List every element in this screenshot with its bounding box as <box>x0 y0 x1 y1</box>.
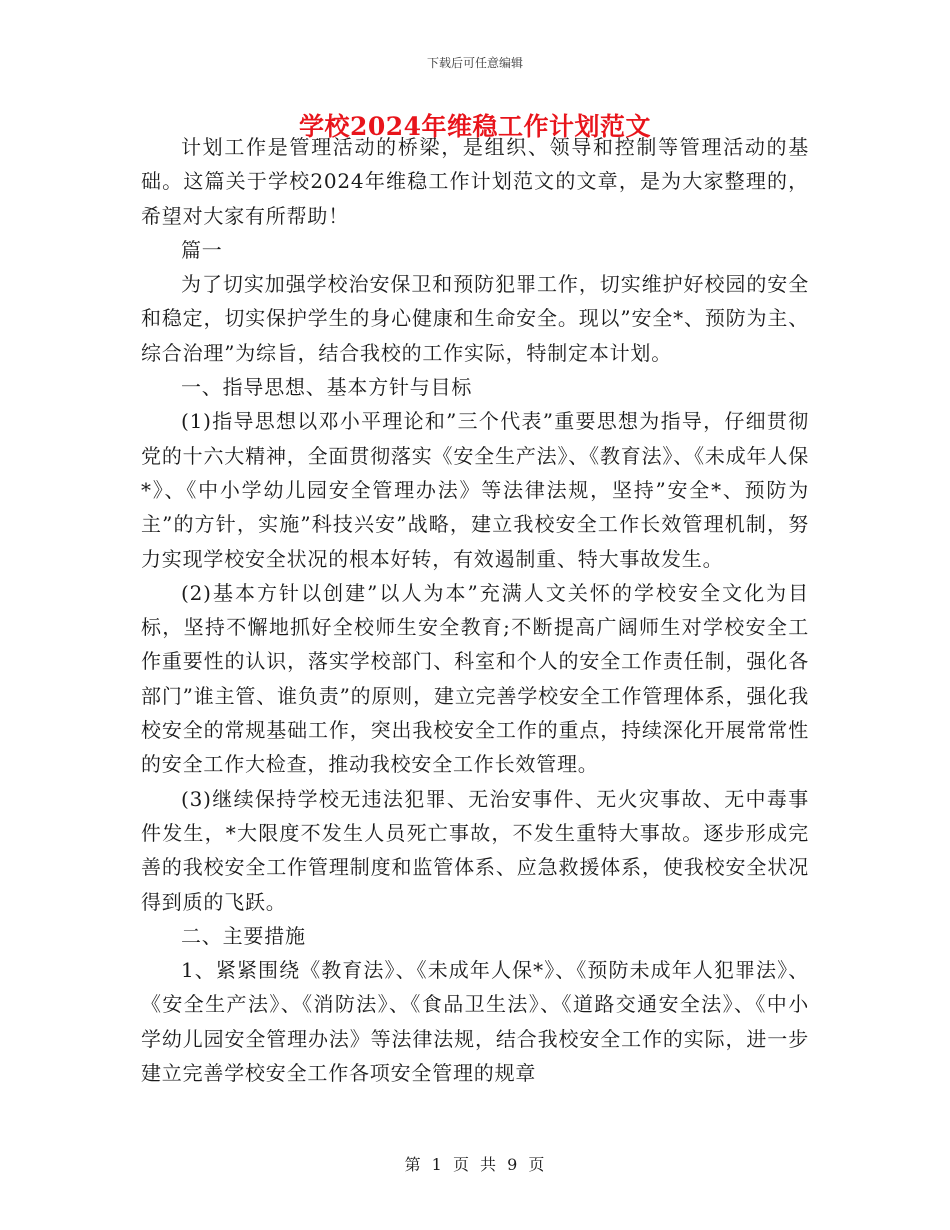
document-body <box>141 130 809 1090</box>
heading-guiding-principles: 一、指导思想、基本方针与目标 <box>181 375 473 400</box>
paragraph-basic-policy: (2)基本方针以创建”以人为本”充满人文关怀的学校安全文化为目标，坚持不懈地抓好全校师生安全教育;不断提高广阔师生对学校安全工作重要性的认识，落实学校部门、科室和个人的安全工作责任制，强化各部门”谁主管、谁负责”的原则，建立完善学校安全工作管理体系，强化我校安全的常规基础工作，突出我校安全工作的重点，持续深化开展常常性的安全工作大检查，推动我校安全工作长效管理。 <box>141 580 809 777</box>
paragraph-measure-1: 1、紧紧围绕《教育法》、《未成年人保*》、《预防未成年人犯罪法》、《安全生产法》、《消防法》、《食品卫生法》、《道路交通安全法》、《中小学幼儿园安全管理办法》等法律法规，结合我校安全工作的实际，进一步建立完善学校安全工作各项安全管理的规章 <box>141 958 809 1086</box>
paragraph-purpose: 为了切实加强学校治安保卫和预防犯罪工作，切实维护好校园的安全和稳定，切实保护学生的身心健康和生命安全。现以”安全*、预防为主、综合治理”为综旨，结合我校的工作实际，特制定本计划。 <box>141 272 809 365</box>
heading-main-measures: 二、主要措施 <box>181 923 306 948</box>
page-footer-number: 第 1 页 共 9 页 <box>404 1155 546 1174</box>
page-header-note: 下载后可任意编辑 <box>426 56 523 70</box>
paragraph-goals: (3)继续保持学校无违法犯罪、无治安事件、无火灾事故、无中毒事件发生，*大限度不发生人员死亡事故，不发生重特大事故。逐步形成完善的我校安全工作管理制度和监管体系、应急救援体系，使我校安全状况得到质的飞跃。 <box>141 786 809 914</box>
paragraph-intro: 计划工作是管理活动的桥梁，是组织、领导和控制等管理活动的基础。这篇关于学校2024年维稳工作计划范文的文章，是为大家整理的，希望对大家有所帮助！ <box>141 135 809 228</box>
document-title: 学校2024年维稳工作计划范文 <box>298 112 652 141</box>
paragraph-section-label: 篇一 <box>181 237 223 262</box>
paragraph-guiding-thought: (1)指导思想以邓小平理论和”三个代表”重要思想为指导，仔细贯彻党的十六大精神，全面贯彻落实《安全生产法》、《教育法》、《未成年人保*》、《中小学幼儿园安全管理办法》等法律法规，坚持”安全*、预防为主”的方针，实施”科技兴安”战略，建立我校安全工作长效管理机制，努力实现学校安全状况的根本好转，有效遏制重、特大事故发生。 <box>141 409 809 571</box>
